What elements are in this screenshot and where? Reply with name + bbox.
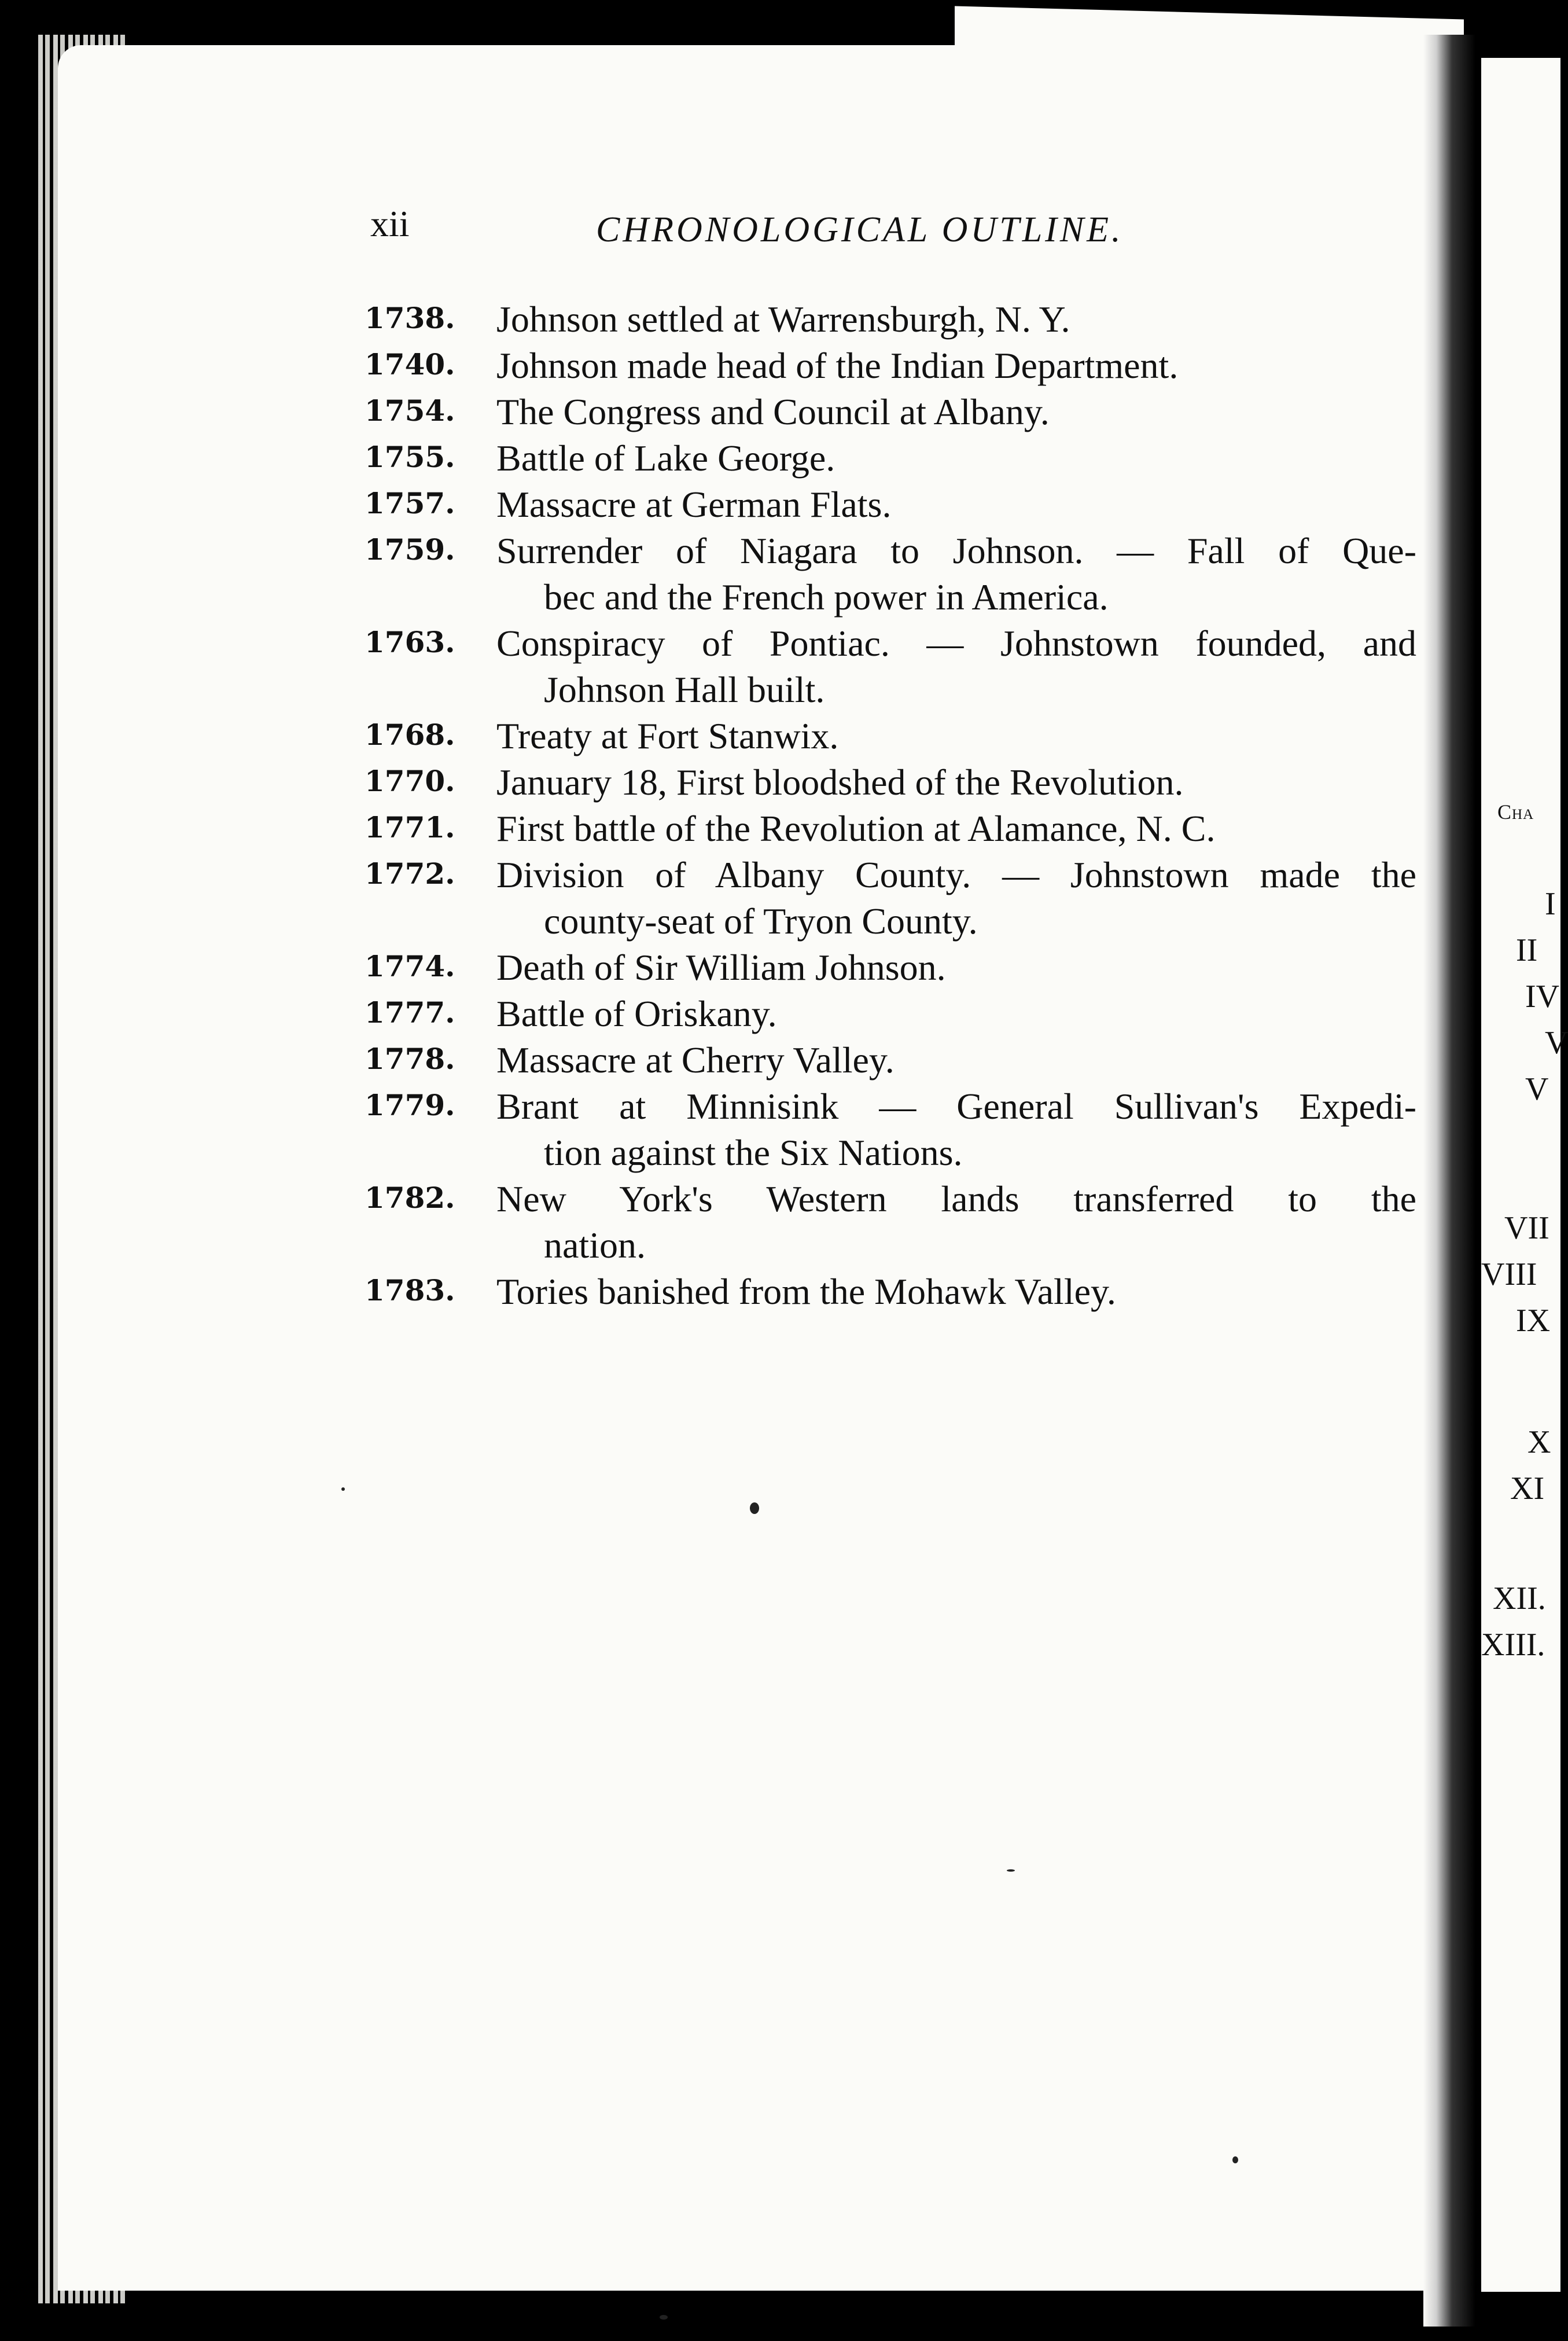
facing-page-numeral: V	[1545, 1025, 1568, 1061]
entry-text-continuation: county-seat of Tryon County.	[544, 901, 978, 942]
facing-page-numeral: I	[1545, 886, 1556, 922]
running-title: CHRONOLOGICAL OUTLINE.	[596, 210, 1124, 249]
entry-text: New York's Western lands transferred to the	[496, 1178, 1416, 1219]
entry-text: Battle of Oriskany.	[496, 993, 777, 1034]
page-header	[370, 203, 1215, 266]
facing-page-numeral: VIII	[1481, 1256, 1537, 1292]
entry-year: 1738.	[365, 301, 455, 335]
chronology-entry	[365, 1037, 1418, 1083]
chronology-entry	[365, 389, 1418, 435]
chronology-entry	[365, 482, 1418, 528]
entry-year: 1757.	[365, 486, 455, 520]
facing-page-numeral: IV	[1525, 979, 1560, 1015]
entry-text: Battle of Lake George.	[496, 438, 835, 479]
entry-text: Death of Sir William Johnson.	[496, 947, 946, 988]
entry-year: 1777.	[365, 995, 455, 1030]
facing-page-numeral: XIII.	[1481, 1627, 1545, 1663]
entry-text: Conspiracy of Pontiac. — Johnstown founded, and	[496, 623, 1416, 664]
entry-text: January 18, First bloodshed of the Revolution.	[496, 762, 1184, 803]
entry-text: The Congress and Council at Albany.	[496, 391, 1050, 432]
scan-speck	[1232, 2156, 1238, 2163]
entry-text: First battle of the Revolution at Alamance, N. C.	[496, 808, 1216, 849]
chronology-entry	[365, 528, 1418, 620]
entry-text-continuation: tion against the Six Nations.	[544, 1132, 963, 1173]
entry-text: Johnson settled at Warrensburgh, N. Y.	[496, 299, 1070, 340]
chronology-entry	[365, 1269, 1418, 1315]
book-gutter	[1423, 35, 1475, 2327]
entry-text: Johnson made head of the Indian Department.	[496, 345, 1179, 386]
entry-text: Surrender of Niagara to Johnson. — Fall of Que-	[496, 530, 1416, 571]
chronology-entry	[365, 435, 1418, 482]
scan-speck	[750, 1502, 759, 1514]
chronology-entry	[365, 806, 1418, 852]
entry-text: Division of Albany County. — Johnstown made the	[496, 854, 1416, 895]
chronology-list	[365, 296, 1418, 1315]
entry-text-continuation: bec and the French power in America.	[544, 576, 1109, 618]
chronology-entry	[365, 1176, 1418, 1269]
entry-text: Massacre at Cherry Valley.	[496, 1039, 895, 1081]
facing-page-label: Cha	[1497, 800, 1534, 824]
entry-year: 1768.	[365, 718, 455, 752]
facing-page	[1481, 58, 1568, 2292]
entry-year: 1771.	[365, 810, 455, 844]
entry-year: 1779.	[365, 1088, 455, 1122]
facing-page-numeral: II	[1516, 932, 1538, 968]
entry-text: Brant at Minnisink — General Sullivan's Expedi-	[496, 1086, 1416, 1127]
scan-speck	[1007, 1869, 1015, 1872]
page-number: xii	[370, 203, 410, 244]
entry-year: 1770.	[365, 764, 455, 798]
chronology-entry	[365, 852, 1418, 945]
facing-page-numeral: VII	[1504, 1210, 1549, 1246]
entry-year: 1755.	[365, 440, 455, 474]
entry-text: Tories banished from the Mohawk Valley.	[496, 1271, 1116, 1312]
facing-page-numeral: XII.	[1493, 1581, 1546, 1616]
chronology-entry	[365, 991, 1418, 1037]
entry-year: 1759.	[365, 532, 455, 567]
entry-year: 1763.	[365, 625, 455, 659]
entry-text: Treaty at Fort Stanwix.	[496, 715, 839, 756]
facing-page-numeral: IX	[1516, 1303, 1551, 1339]
chronology-entry	[365, 620, 1418, 713]
entry-text: Massacre at German Flats.	[496, 484, 892, 525]
chronology-entry	[365, 945, 1418, 991]
entry-year: 1783.	[365, 1273, 455, 1307]
chronology-entry	[365, 713, 1418, 759]
chronology-entry	[365, 343, 1418, 389]
chronology-entry	[365, 1083, 1418, 1176]
entry-year: 1772.	[365, 857, 455, 891]
chronology-entry	[365, 296, 1418, 343]
facing-page-numeral: XI	[1510, 1471, 1545, 1506]
scan-speck	[660, 2315, 668, 2320]
chronology-entry	[365, 759, 1418, 806]
entry-year: 1774.	[365, 949, 455, 983]
entry-year: 1782.	[365, 1181, 455, 1215]
entry-year: 1740.	[365, 347, 455, 381]
entry-text-continuation: nation.	[544, 1225, 646, 1266]
entry-year: 1754.	[365, 394, 455, 428]
scan-speck	[341, 1487, 345, 1491]
entry-text-continuation: Johnson Hall built.	[544, 669, 825, 710]
facing-page-numeral: X	[1527, 1424, 1551, 1460]
entry-year: 1778.	[365, 1042, 455, 1076]
facing-page-numeral: V	[1525, 1071, 1549, 1107]
